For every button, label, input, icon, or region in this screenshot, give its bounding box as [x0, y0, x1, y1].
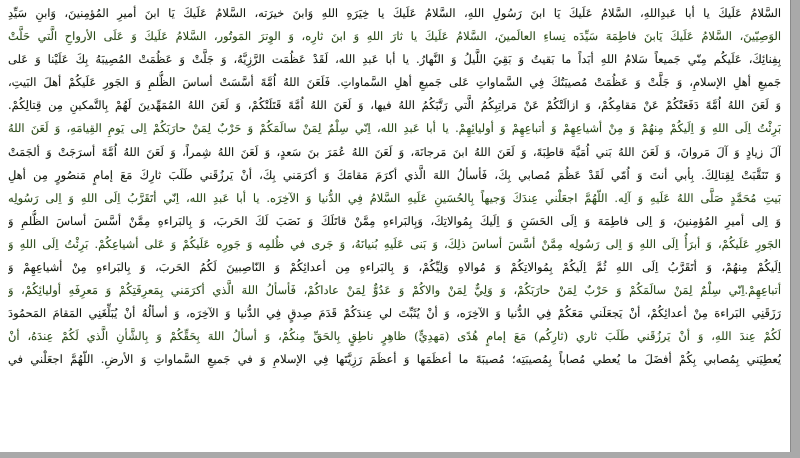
text-line-5: وَ لَعَنَ اللهُ اُمَّهً دَفَعَتْكُمْ عَنْ مَقامِكُمْ، وَ ازالَتْكُمْ عَنْ مَراتِبِكُمُ الَّتي رَتَّبَكُمُ اللهُ فيها، وَ لَعَنَ اللهُ اُمَّهً قَتَلَتْكُمْ، وَ لَعَنَ اللهُ المُمَهِّدينَ لَهُمْ بِالتَّمكينِ مِن قِتالِكُمْ.: [8, 98, 781, 113]
window-right-edge: [791, 0, 800, 458]
text-line-16: يُعطِيَني بِمُصابي بِكُمْ أفضَلَ ما يُعطي مُصاباً بِمُصيبَتِه؛ مُصيبَهً ما أعظَمَها وَ أعظَمَ رَزِيَّتَها فِي الإسلامِ وَ في جَميعِ السَّماواتِ وَ الأرضِ. اللّهُمَّ اجعَلْني في: [8, 352, 781, 367]
window-bottom-edge: [0, 452, 800, 458]
text-line-14: رَزَقَنِي البَراءهَ مِنْ أعدائِكُمْ، أنْ يَجعَلَني مَعَكُمْ فِي الدُّنيا وَ الآخِرَه، وَ أنْ يُثَبِّتَ لي عِندَكُمْ قَدَمَ صِدقٍ فِي الدُّنيا وَ الآخِرَه، وَ أسألُهُ أنْ يُبَلِّغَنِي المَقامَ المَحمُودَ: [8, 306, 781, 321]
text-line-1: السَّلامُ عَلَيكَ يا أبا عَبدِاللهِ، السَّلامُ عَلَيكَ يَا ابنَ رَسُولِ اللهِ، السَّلامُ عَلَيكَ يا خِيَرَهِ اللهِ وَابنَ خيرَته، السَّلامُ عَلَيكَ يَا ابنَ أميرِ المُؤمِنينَ، وَابنِ سَيِّدِ: [8, 6, 781, 20]
text-line-12: اِلَيكُمْ مِنهُمْ، وَ أتَقَرَّبُ اِلَى اللهِ ثُمَّ اِلَيكُمْ بِمُوالاتِكُمْ وَ مُوالاهِ وَلِيِّكُمْ، وَ بِالبَراءهِ مِن أعدائِكُمْ وَ النّاصِبينَ لَكُمُ الحَربَ، وَ بِالبَراءهِ مِنْ أشياعِهِمْ وَ: [8, 260, 781, 275]
text-line-2: الوَصِيّينَ، السَّلامُ عَلَيكَ يَابنَ فاطِمَهَ سَيِّدَه نِساءِ العالَمينَ، السَّلامُ عَلَيكَ يا ثارَ اللهِ وَ ابنَ ثارِه، وَ الوِترَ المَوتُور، السَّلامُ عَلَيكَ وَ عَلَى الأرواحِ الَّتي حَلَّتْ: [8, 29, 781, 44]
text-line-15: لَكُمْ عِندَ اللهِ، وَ أنْ يَرزُقَني طَلَبَ ثاري (ثارِكُم) مَعَ إمامٍ هُدًى (مَهدِيٍّ) ظاهِرٍ ناطِقٍ بِالحَقِّ مِنكُمْ، وَ أسألُ اللهَ بِحَقِّكُمْ وَ بِالشَّأنِ الَّذي لَكُمْ عِندَهُ، أنْ: [8, 329, 781, 344]
text-line-10: وَ اِلى أميرِ المُؤمِنينَ، وَ اِلى فاطِمَهَ وَ اِلَى الحَسَنِ وَ اِلَيكَ بِمُوالاتِكَ، وَبِالبَراءهِ مِمَّنْ قاتَلَكَ وَ نَصَبَ لَكَ الحَربَ، وَ بِالبَراءهِ مِمَّنْ أسَّسَ أساسَ الظُّلمِ وَ: [8, 213, 781, 228]
ziyarat-text-body: [8, 2, 781, 372]
text-line-13: أتباعِهِمْ.اِنّي سِلْمٌ لِمَنْ سالَمَكُمْ وَ حَرْبٌ لِمَنْ حارَبَكُمْ، وَ وَلِيٌّ لِمَنْ والاكُمْ وَ عَدُوٌّ لِمَنْ عاداكُمْ، فَأسألُ اللهَ الَّذي أكرَمَني بِمَعرِفَتِكُمْ وَ مَعرِفَهِ أوليائِكُمْ، وَ: [8, 283, 781, 298]
text-line-6: بَرِئْتُ اِلَى اللهِ وَ اِلَيكُمْ مِنهُمْ وَ مِنْ أشياعِهِمْ وَ أتباعِهِمْ وَ أوليائِهِمْ. يا أبا عَبدِ الله، اِنّي سِلْمٌ لِمَنْ سالَمَكُمْ وَ حَرْبٌ لِمَنْ حارَبَكُمْ اِلى يَومِ القِيامَهِ، وَ لَعَنَ اللهُ: [8, 121, 781, 136]
text-line-3: بِفِنائِكَ، عَلَيكُم مِنّي جَميعاً سَلامُ اللهِ أبَداً ما بَقيتُ وَ بَقِيَ اللَّيلُ وَ النَّهارُ. يا أبا عَبدِ الله، لَقَدْ عَظُمَت الرَّزِيَّهُ، وَ جَلَّتْ وَ عَظُمَتْ المُصِيبَهُ بِكَ عَلَيْنا وَ عَلى: [8, 52, 781, 67]
text-line-9: بَيتِ مُحَمَّدٍ صَلَّى اللهُ عَلَيهِ وَ آلِه. اللّهُمَّ اجعَلْني عِندَكَ وَجيهاً بِالحُسَينِ عَلَيهِ السَّلامُ فِي الدُّنيا وَ الآخِرَه. يا أبا عَبدِ الله، اِنّي أتَقَرَّبُ اِلَى اللهِ وَ اِلى رَسُولِه: [8, 190, 781, 205]
text-line-7: آلَ زيادٍ وَ آلَ مَروانَ، وَ لَعَنَ اللهُ بَني اُمَيَّهَ قاطِبَهً، وَ لَعَنَ اللهُ ابنَ مَرجانَهَ، وَ لَعَنَ اللهُ عُمَرَ بنَ سَعدٍ، وَ لَعَنَ اللهُ شِمراً، وَ لَعَنَ اللهُ اُمَّهً أسرَجَتْ وَ ألجَمَتْ: [8, 144, 781, 159]
text-line-8: وَ تَنَقَّبَتْ لِقِتالِكَ. بِأبي أنتَ وَ اُمّي لَقَدْ عَظُمَ مُصابي بِكَ، فَأسألُ اللهَ الَّذي أكرَمَ مَقامَكَ وَ أكرَمَني بِكَ، أنْ يَرزُقَني طَلَبَ ثارِكَ مَعَ إمامٍ مَنصُورٍ مِن أهلِ: [8, 167, 781, 182]
text-line-11: الجَورِ عَلَيكُمْ، وَ أبرَأُ اِلَى اللهِ وَ اِلى رَسُولِه مِمَّنْ أسَّسَ أساسَ ذلِكَ، وَ بَنى عَلَيهِ بُنيانَهُ، وَ جَرى في ظُلمِه وَ جَورِه عَلَيكُمْ وَ عَلى أشياعِكُمْ. بَرِئْتُ اِلَى اللهِ وَ: [8, 236, 781, 251]
text-line-4: جَميعِ أهلِ الإسلامِ، وَ جَلَّتْ وَ عَظُمَتْ مُصيبَتُكَ فِي السَّماواتِ عَلى جَميعِ أهلِ السَّماواتِ. فَلَعَنَ اللهُ اُمَّهً أسَّسَتْ أساسَ الظُّلمِ وَ الجَورِ عَلَيكُمْ أهلَ البَيتِ،: [8, 75, 781, 90]
